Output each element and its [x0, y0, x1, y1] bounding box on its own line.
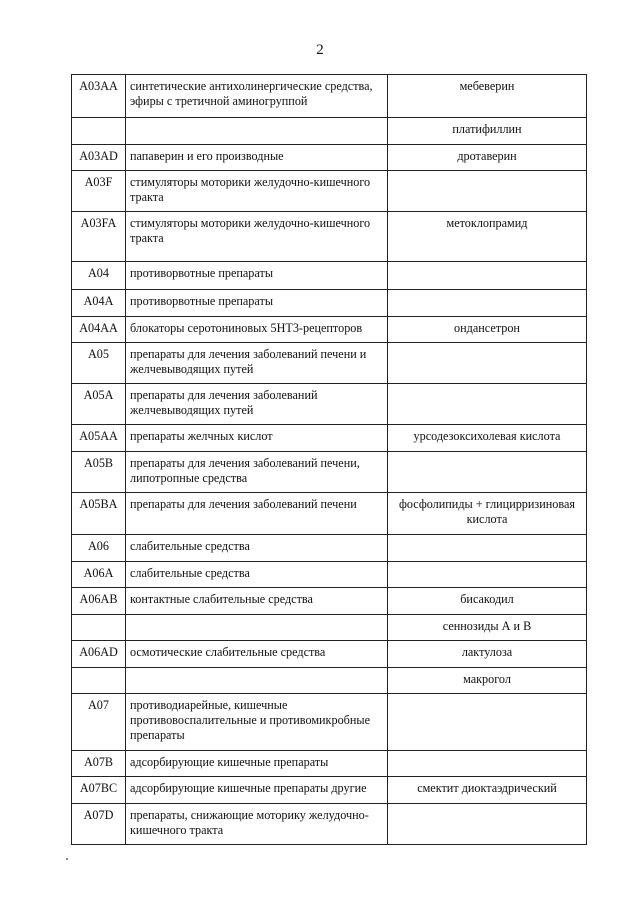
drug-name-cell: сеннозиды А и В [388, 615, 587, 641]
group-name-cell: осмотические слабительные средства [126, 641, 388, 668]
atc-code-cell: A04A [72, 290, 126, 317]
atc-code-cell: A03F [72, 171, 126, 212]
drug-name-cell: смектит диоктаэдрический [388, 777, 587, 804]
group-name-cell: слабительные средства [126, 562, 388, 588]
group-name-cell: адсорбирующие кишечные препараты [126, 751, 388, 777]
atc-code-cell: A06AD [72, 641, 126, 668]
atc-code-cell: A05BA [72, 493, 126, 535]
group-name-cell: синтетические антихолинергические средства, эфиры с третичной аминогруппой [126, 75, 388, 118]
atc-code-cell: A06AB [72, 588, 126, 615]
atc-code-cell [72, 668, 126, 694]
atc-code-cell: A05 [72, 343, 126, 384]
group-name-cell [126, 118, 388, 145]
atc-code-cell [72, 118, 126, 145]
atc-code-cell: A05A [72, 384, 126, 425]
table-row [72, 562, 587, 588]
table-row [72, 425, 587, 452]
group-name-cell: препараты для лечения заболеваний печени, липотропные средства [126, 452, 388, 493]
group-name-cell: препараты желчных кислот [126, 425, 388, 452]
drug-name-cell: ондансетрон [388, 317, 587, 343]
drug-name-cell: бисакодил [388, 588, 587, 615]
atc-code-cell: A04 [72, 262, 126, 290]
table-row [72, 171, 587, 212]
group-name-cell: папаверин и его производные [126, 145, 388, 171]
table-row [72, 452, 587, 493]
table-row [72, 317, 587, 343]
table-row [72, 694, 587, 751]
medication-table [71, 74, 587, 845]
table-row [72, 75, 587, 118]
atc-code-cell: A06 [72, 535, 126, 562]
table-row [72, 262, 587, 290]
drug-name-cell [388, 535, 587, 562]
drug-name-cell: макрогол [388, 668, 587, 694]
page-number: 2 [316, 42, 324, 58]
drug-name-cell [388, 262, 587, 290]
drug-name-cell [388, 384, 587, 425]
group-name-cell: стимуляторы моторики желудочно-кишечного тракта [126, 171, 388, 212]
atc-code-cell: A07B [72, 751, 126, 777]
group-name-cell: слабительные средства [126, 535, 388, 562]
atc-code-cell [72, 615, 126, 641]
drug-name-cell: метоклопрамид [388, 212, 587, 262]
drug-name-cell: дротаверин [388, 145, 587, 171]
drug-name-cell: урсодезоксихолевая кислота [388, 425, 587, 452]
table-row [72, 588, 587, 615]
table-row [72, 751, 587, 777]
drug-name-cell [388, 452, 587, 493]
drug-name-cell [388, 171, 587, 212]
table-row [72, 212, 587, 262]
table-row [72, 145, 587, 171]
group-name-cell: препараты для лечения заболеваний желчевыводящих путей [126, 384, 388, 425]
group-name-cell [126, 615, 388, 641]
atc-code-cell: A05AA [72, 425, 126, 452]
atc-code-cell: A05B [72, 452, 126, 493]
atc-code-cell: A03AA [72, 75, 126, 118]
table-row [72, 384, 587, 425]
drug-name-cell: платифиллин [388, 118, 587, 145]
atc-code-cell: A04AA [72, 317, 126, 343]
group-name-cell: стимуляторы моторики желудочно-кишечного тракта [126, 212, 388, 262]
atc-code-cell: A07 [72, 694, 126, 751]
drug-name-cell [388, 562, 587, 588]
drug-name-cell: лактулоза [388, 641, 587, 668]
atc-code-cell: A06A [72, 562, 126, 588]
table-row [72, 343, 587, 384]
atc-code-cell: A07BC [72, 777, 126, 804]
atc-code-cell: A03FA [72, 212, 126, 262]
table-row [72, 118, 587, 145]
group-name-cell: противодиарейные, кишечные противовоспалительные и противомикробные препараты [126, 694, 388, 751]
drug-name-cell [388, 751, 587, 777]
drug-name-cell: мебеверин [388, 75, 587, 118]
table-row [72, 535, 587, 562]
group-name-cell: препараты, снижающие моторику желудочно-кишечного тракта [126, 804, 388, 845]
table-row [72, 804, 587, 845]
table-row [72, 668, 587, 694]
drug-name-cell [388, 694, 587, 751]
table-row [72, 615, 587, 641]
group-name-cell: контактные слабительные средства [126, 588, 388, 615]
drug-name-cell [388, 343, 587, 384]
group-name-cell [126, 668, 388, 694]
table-row [72, 641, 587, 668]
table-row [72, 777, 587, 804]
drug-name-cell: фосфолипиды + глицирризиновая кислота [388, 493, 587, 535]
group-name-cell: блокаторы серотониновых 5HT3-рецепторов [126, 317, 388, 343]
table-row [72, 493, 587, 535]
scan-speck [66, 858, 68, 860]
drug-name-cell [388, 290, 587, 317]
group-name-cell: адсорбирующие кишечные препараты другие [126, 777, 388, 804]
atc-code-cell: A07D [72, 804, 126, 845]
group-name-cell: препараты для лечения заболеваний печени и желчевыводящих путей [126, 343, 388, 384]
group-name-cell: противорвотные препараты [126, 262, 388, 290]
group-name-cell: препараты для лечения заболеваний печени [126, 493, 388, 535]
group-name-cell: противорвотные препараты [126, 290, 388, 317]
drug-name-cell [388, 804, 587, 845]
atc-code-cell: A03AD [72, 145, 126, 171]
table-row [72, 290, 587, 317]
